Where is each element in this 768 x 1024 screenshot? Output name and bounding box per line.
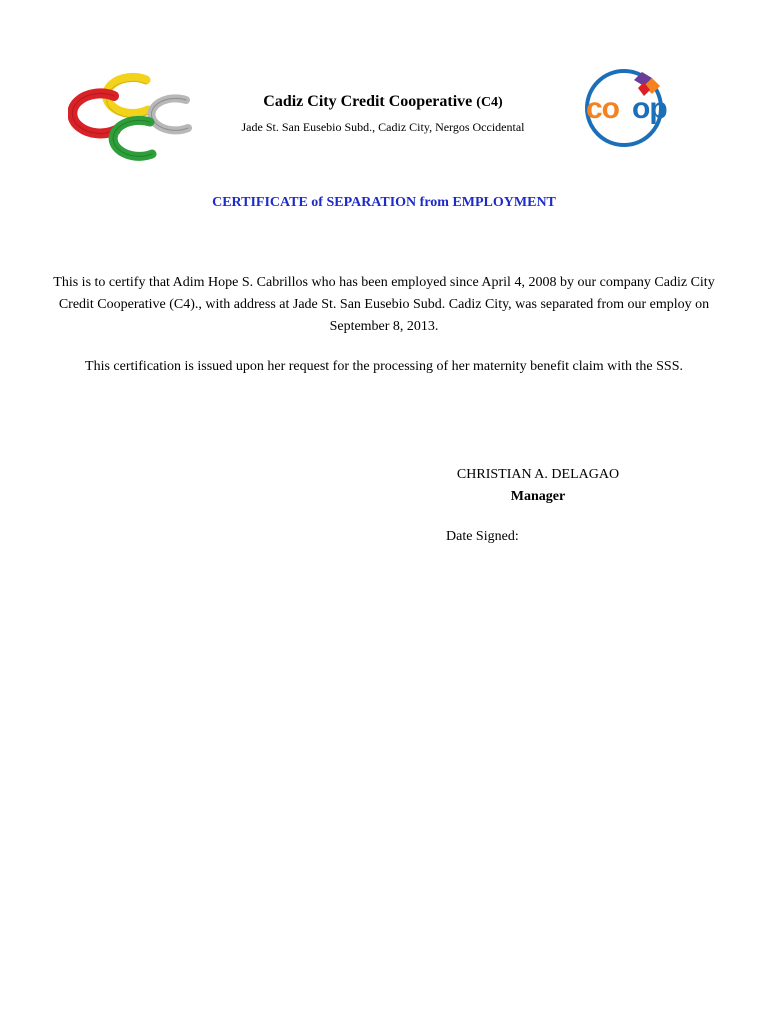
rings-logo-graphic <box>68 66 196 164</box>
signatory-title: Manager <box>510 489 566 504</box>
organization-name-text: Cadiz City Credit Cooperative <box>263 93 473 110</box>
svg-text:co: co <box>586 92 620 125</box>
certificate-title: CERTIFICATE of SEPARATION from EMPLOYMENT <box>212 195 556 210</box>
organization-suffix: (C4) <box>476 95 503 110</box>
coop-logo <box>582 66 688 148</box>
organization-address: Jade St. San Eusebio Subd., Cadiz City, Nergos Occidental <box>241 120 525 134</box>
svg-text:op: op <box>632 92 667 125</box>
certification-paragraph: This is to certify that Adim Hope S. Cabrillos who has been employed since April 4, 2008 by our company Cadiz City Credit Cooperative (C4)., with address at Jade St. San Eusebio Subd. Cadiz City, was separated from our employ on September 8, 2013. <box>53 275 715 334</box>
coop-logo-graphic <box>582 66 688 148</box>
cooperative-rings-logo <box>68 66 196 164</box>
signatory-name: CHRISTIAN A. DELAGAO <box>456 467 620 482</box>
organization-name <box>200 93 566 111</box>
purpose-paragraph: This certification is issued upon her request for the processing of her maternity benefit claim with the SSS. <box>85 359 683 374</box>
date-signed-label: Date Signed: <box>446 529 519 544</box>
signatory-block <box>438 464 638 508</box>
